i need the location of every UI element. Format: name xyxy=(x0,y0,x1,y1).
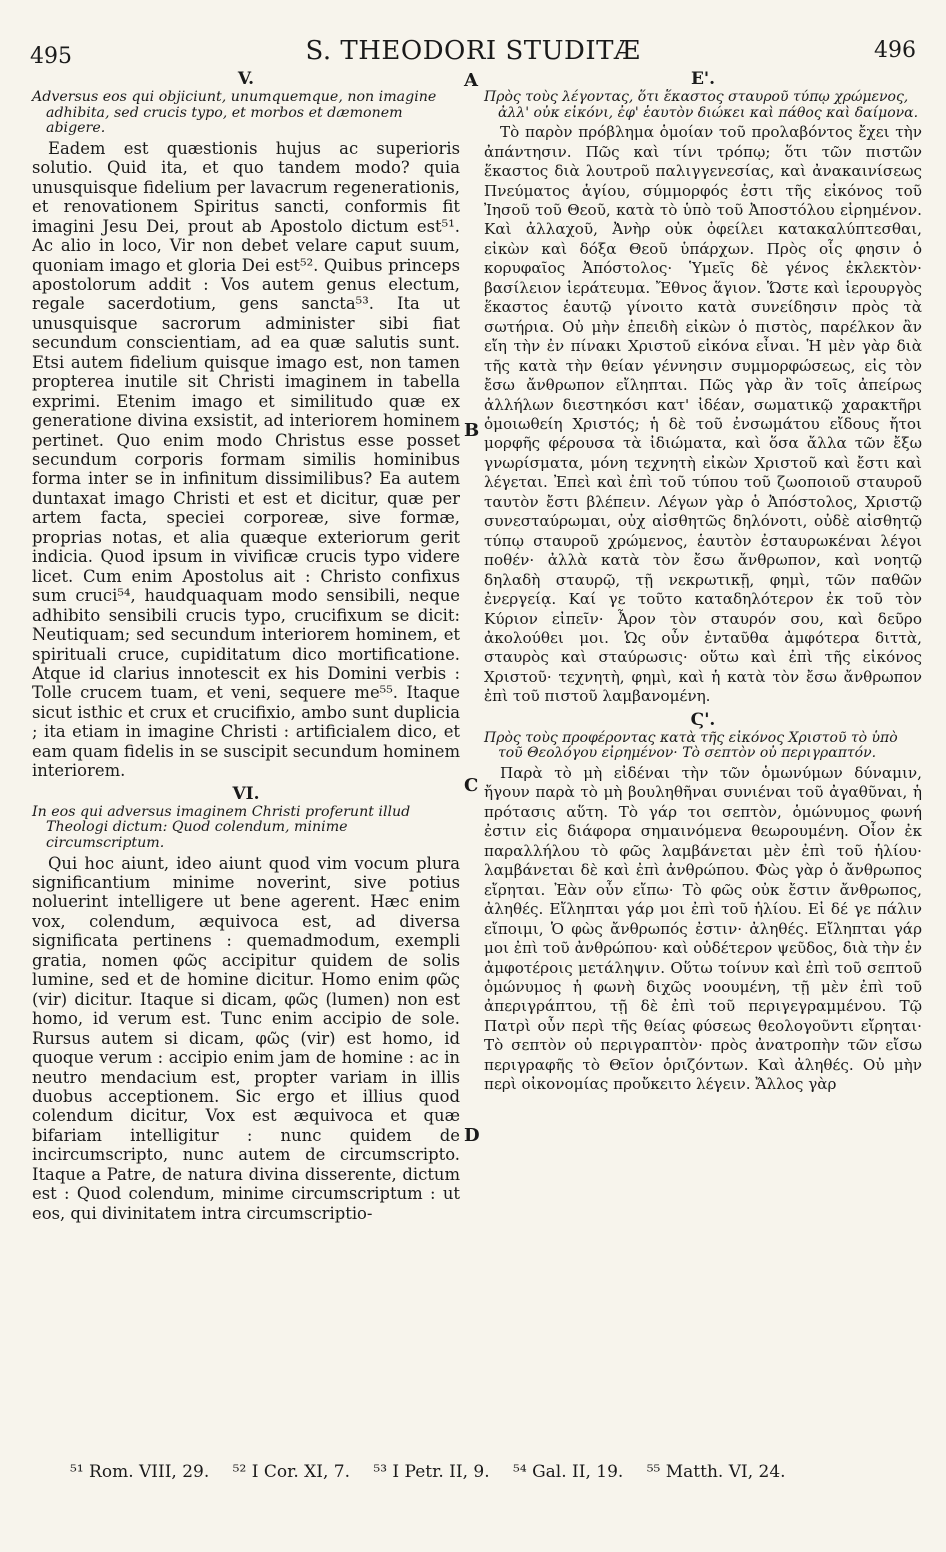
running-title: S. THEODORI STUDITÆ xyxy=(305,36,641,66)
section-heading: Adversus eos qui objiciunt, unumquemque, non imagine adhibita, sed crucis typo, et morbos et dæmonem abigere. xyxy=(32,89,437,137)
page-number-right: 496 xyxy=(874,38,916,63)
section-text: Qui hoc aiunt, ideo aiunt quod vim vocum plura significantium minime noverint, sive potius noluerint intelligere ut bene agerent. Hæc enim vox, colendum, æquivoca est, ad diversa significata pertinens : quemadmodum, exempli gratia, nomen φῶς accipitur quidem de solis lumine, sed et de homine dicitur. Homo enim φῶς (vir) dicitur. Itaque si dicam, φῶς (lumen) non est homo, id verum est. Tunc enim accipio de sole. Rursus autem si dicam, φῶς (vir) est homo, id quoque verum : accipio enim jam de homine : ac in neutro mendacium est, propter variam in illis duobus acceptionem. Sic ergo et illius quod colendum dicitur, Vox est æquivoca et quæ bifariam intelligitur : nunc quidem de incircumscripto, nunc autem de circumscripto. Itaque a Patre, de natura divina disserente, dictum est : Quod colendum, minime circumscriptum : ut eos, qui divinitatem intra circumscriptio- xyxy=(32,853,460,1223)
margin-letter-c: C xyxy=(464,775,479,796)
section-number: VI. xyxy=(232,783,260,804)
footnote: ⁵² I Cor. XI, 7. xyxy=(232,1462,350,1482)
footnote: ⁵³ I Petr. II, 9. xyxy=(373,1462,490,1482)
section-heading: Πρὸς τοὺς λέγοντας, ὅτι ἕκαστος σταυροῦ τύπῳ χρώμενος, ἀλλ' οὐκ εἰκόνι, ἐφ' ἑαυτὸν διώκει καὶ πάθος καὶ δαίμονα. xyxy=(484,89,919,121)
section-text: Eadem est quæstionis hujus ac superioris solutio. Quid ita, et quo tandem modo? quia unusquisque fidelium per lavacrum regenerationis, et renovationem Spiritus sancti, conformis fit imagini Jesu Dei, prout ab Apostolo dictum est⁵¹. Ac alio in loco, Vir non debet velare caput suum, quoniam imago et gloria Dei est⁵². Quibus princeps apostolorum addit : Vos autem genus electum, regale sacerdotium, gens sancta⁵³. Ita ut unusquisque sacrorum administer sibi fiat secundum conscientiam, ad ea quæ salutis sunt. Etsi autem fidelium quisque imago est, non tamen propterea inutile sit Christi imaginem in tabella exprimi. Etenim imago et similitudo quæ ex generatione divina exsistit, ad interiorem hominem pertinet. Quo enim modo Christus esse posset secundum corporis formam similis hominibus forma inter se in infinitum dissimilibus? Ea autem duntaxat imago Christi et est et dicitur, quæ per artem facta, speciei corporeæ, sive formæ, proprias notas, et alia quæque exteriorum gerit indicia. Quod ipsum in vivificæ crucis typo videre licet. Cum enim Apostolus ait : Christo confixus sum cruci⁵⁴, haudquaquam modo sensibili, neque adhibito sensibili crucis typo, crucifixum se dicit: Neutiquam; sed secundum interiorem hominem, et spirituali cruce, cupiditatum dico mortificatione. Atque id clarius innotescit ex his Domini verbis : Tolle crucem tuam, et veni, sequere me⁵⁵. Itaque sicut isthic et crux et crucifixio, ambo sunt duplicia ; ita etiam in imagine Christi : artificialem dico, et eam quam fidelis in se suscipit secundum hominem interiorem. xyxy=(32,138,460,781)
greek-column xyxy=(484,70,922,1095)
margin-letter-a: A xyxy=(464,70,478,91)
margin-letter-b: B xyxy=(464,420,480,441)
section-heading: In eos qui adversus imaginem Christi proferunt illud Theologi dictum: Quod colendum, minime circumscriptum. xyxy=(32,803,411,851)
section-number: Ϛ'. xyxy=(690,709,716,730)
section-text: Τὸ παρὸν πρόβλημα ὁμοίαν τοῦ προλαβόντος ἔχει τὴν ἀπάντησιν. Πῶς καὶ τίνι τρόπῳ; ὅτι τῶν πιστῶν ἕκαστος διὰ λουτροῦ παλιγγενεσίας, καὶ ἀνακαινίσεως Πνεύματος ἁγίου, σύμμορφός ἐστι τῆς εἰκόνος τοῦ Ἰησοῦ τοῦ Θεοῦ, κατὰ τὸ ὑπὸ τοῦ Ἀποστόλου εἰρημένον. Καὶ ἀλλαχοῦ, Ἀνὴρ οὐκ ὀφείλει κατακαλύπτεσθαι, εἰκὼν καὶ δόξα Θεοῦ ὑπάρχων. Πρὸς οἷς φησιν ὁ κορυφαῖος Ἀπόστολος· Ὑμεῖς δὲ γένος ἐκλεκτὸν· βασίλειον ἱεράτευμα. Ἔθνος ἅγιον. Ὥστε καὶ ἱερουργὸς ἕκαστος ἑαυτῷ γίνοιτο κατὰ συνείδησιν πρὸς τὰ σωτήρια. Οὐ μὴν ἐπειδὴ εἰκὼν ὁ πιστὸς, παρέλκον ἂν εἴη τὴν ἐν πίνακι Χριστοῦ εἰκόνα εἶναι. Ἡ μὲν γὰρ διὰ τῆς κατὰ τὴν θείαν γέννησιν συμμορφώσεως, εἰς τὸν ἔσω ἄνθρωπον εἴληπται. Πῶς γὰρ ἂν τοῖς ἀπείρως ἀλλήλων διεστηκόσι κατ' ἰδέαν, σωματικῷ χαρακτῆρι ὁμοιωθείη Χριστός; ἡ δὲ τοῦ ἐνσωμάτου εἴδους ἤτοι μορφῆς φέρουσα τὰ ἰδιώματα, καὶ ὅσα ἄλλα τῶν ἔξω γνωρίσματα, μόνη τεχνητὴ εἰκὼν Χριστοῦ καὶ ἔστι καὶ λέγεται. Ἐπεὶ καὶ ἐπὶ τοῦ τύπου τοῦ ζωοποιοῦ σταυροῦ ταυτὸν ἔστι βλέπειν. Λέγων γὰρ ὁ Ἀπόστολος, Χριστῷ συνεσταύρωμαι, οὐχ αἰσθητῶς δηλόνοτι, οὐδὲ αἰσθητῷ τύπῳ σταυροῦ χρώμενος, ἑαυτὸν ἐσταυρωκέναι λέγοι ποθέν· ἀλλὰ κατὰ τὸν ἔσω ἄνθρωπον, καὶ νοητῷ δηλαδὴ σταυρῷ, τῇ νεκρωτικῇ, φημὶ, τῶν παθῶν ἐνεργείᾳ. Καί γε τοῦτο καταδηλότερον ἐκ τοῦ τὸν Κύριον εἰπεῖν· Ἆρον τὸν σταυρόν σου, καὶ δεῦρο ἀκολούθει μοι. Ὡς οὖν ἐνταῦθα ἀμφότερα διττὰ, σταυρὸς καὶ σταύρωσις· οὕτω καὶ ἐπὶ τῆς εἰκόνος Χριστοῦ· τεχνητὴ, φημὶ, καὶ ἡ κατὰ τὸν ἔσω ἄνθρωπον ἐπὶ τοῦ πιστοῦ λαμβανομένη. xyxy=(484,123,922,706)
margin-letter-d: D xyxy=(464,1125,480,1146)
section-heading: Πρὸς τοὺς προφέροντας κατὰ τῆς εἰκόνος Χριστοῦ τὸ ὑπὸ τοῦ Θεολόγου εἰρημένον· Τὸ σεπτὸν οὐ περιγραπτόν. xyxy=(484,729,898,762)
section-text: Παρὰ τὸ μὴ εἰδέναι τὴν τῶν ὁμωνύμων δύναμιν, ἤγουν παρὰ τὸ μὴ βουληθῆναι συνιέναι τοῦ ἀγαθῦναι, ἡ πρότασις αὕτη. Τὸ γάρ τοι σεπτὸν, ὁμώνυμος φωνή ἐστιν εἰς διάφορα σημαινόμενα θεωρουμένη. Οἷον ἐκ παραλλήλου τὸ φῶς λαμβάνεται μὲν ἐπὶ τοῦ ἡλίου· λαμβάνεται δὲ καὶ ἐπὶ ἀνθρώπου. Φὼς γὰρ ὁ ἄνθρωπος εἴρηται. Ἐὰν οὖν εἴπω· Τὸ φῶς οὐκ ἔστιν ἄνθρωπος, ἀληθές. Εἴληπται γάρ μοι ἐπὶ τοῦ ἡλίου. Εἰ δέ γε πάλιν εἴποιμι, Ὁ φὼς ἄνθρωπός ἐστιν· ἀληθές. Εἴληπται γάρ μοι ἐπὶ τοῦ ἀνθρώπου· καὶ οὐδέτερον ψεῦδος, διὰ τὴν ἐν ἀμφοτέροις μετάληψιν. Οὕτω τοίνυν καὶ ἐπὶ τοῦ σεπτοῦ ὁμώνυμος ἡ φωνὴ διχῶς νοουμένη, τῇ μὲν ἐπὶ τοῦ ἀπεριγράπτου, τῇ δὲ ἐπὶ τοῦ περιγεγραμμένου. Τῷ Πατρὶ οὖν περὶ τῆς θείας φύσεως θεολογοῦντι εἴρηται· Τὸ σεπτὸν οὐ περιγραπτὸν· πρὸς ἀνατροπὴν τῶν εἴσω περιγραφῆς τὸ Θεῖον ὁριζόντων. Καὶ ἀληθές. Οὐ μὴν περὶ οἰκονομίας προὔκειτο λέγειν. Ἄλλος γὰρ xyxy=(484,763,922,1094)
page-number-left: 495 xyxy=(30,44,72,69)
footnotes xyxy=(70,1462,916,1482)
footnote: ⁵¹ Rom. VIII, 29. xyxy=(70,1462,210,1482)
page-header xyxy=(30,28,916,68)
footnote: ⁵⁴ Gal. II, 19. xyxy=(513,1462,624,1482)
footnote: ⁵⁵ Matth. VI, 24. xyxy=(646,1462,786,1482)
section-number: V. xyxy=(237,69,255,89)
latin-column xyxy=(32,70,460,1223)
section-number: Ε'. xyxy=(690,69,716,89)
